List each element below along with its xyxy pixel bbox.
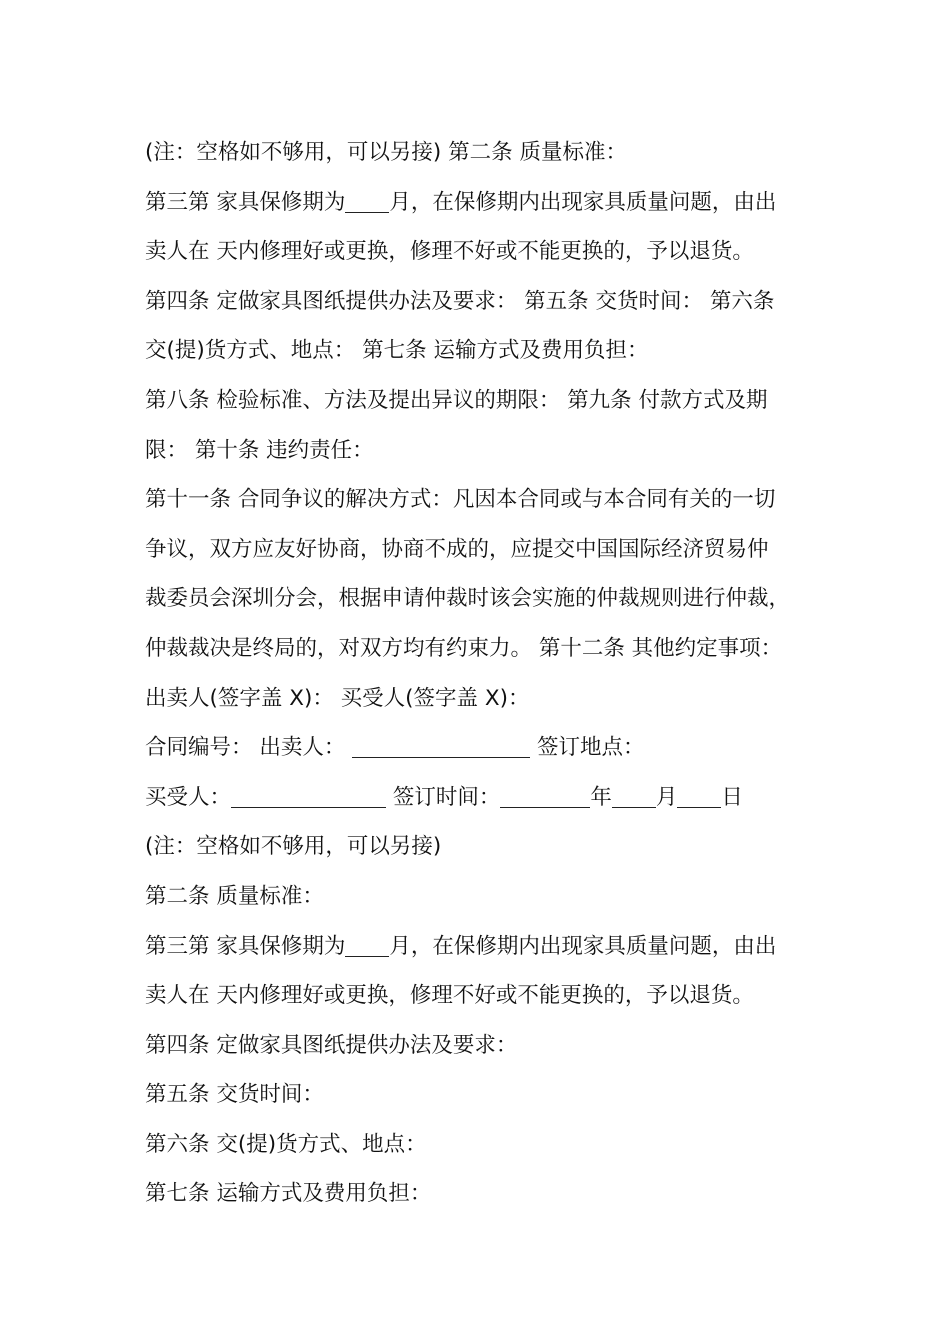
text-line: (注：空格如不够用，可以另接) bbox=[145, 834, 442, 860]
text-line: 卖人在 天内修理好或更换，修理不好或不能更换的，予以退货。 bbox=[145, 239, 754, 265]
text-segment: 签订地点： bbox=[537, 735, 645, 761]
text-line: (注：空格如不够用，可以另接) 第二条 质量标准： bbox=[145, 140, 627, 165]
document-body bbox=[145, 128, 835, 1219]
fill-in-blank bbox=[612, 806, 656, 808]
fill-in-blank bbox=[677, 806, 721, 808]
text-segment: 年 bbox=[590, 784, 612, 810]
fill-in-blank bbox=[345, 955, 389, 957]
text-line: 第八条 检验标准、方法及提出异议的期限： 第九条 付款方式及期 bbox=[145, 387, 768, 413]
text-segment: 买受人： bbox=[145, 784, 232, 810]
text-line: 仲裁裁决是终局的，对双方均有约束力。 第十二条 其他约定事项： bbox=[145, 635, 783, 661]
fill-in-blank bbox=[231, 806, 386, 808]
fill-in-blank bbox=[352, 756, 530, 758]
text-line: 第六条 交(提)货方式、地点： bbox=[145, 1131, 427, 1157]
text-segment: 日 bbox=[721, 784, 743, 810]
text-segment: 签订时间： bbox=[392, 784, 501, 810]
text-line: 限： 第十条 违约责任： bbox=[145, 437, 374, 463]
text-line: 裁委员会深圳分会，根据申请仲裁时该会实施的仲裁规则进行仲裁， bbox=[145, 586, 791, 612]
text-segment: 月，在保修期内出现家具质量问题，由出 bbox=[389, 189, 777, 215]
text-line: 出卖人(签字盖 X)： 买受人(签字盖 X)： bbox=[145, 685, 530, 711]
text-line: 第十一条 合同争议的解决方式：凡因本合同或与本合同有关的一切 bbox=[145, 487, 776, 513]
text-segment: 第三第 家具保修期为 bbox=[145, 933, 346, 959]
fill-in-blank bbox=[500, 806, 590, 808]
text-line bbox=[145, 773, 835, 823]
fill-in-blank bbox=[345, 211, 389, 213]
text-line: 第二条 质量标准： bbox=[145, 883, 324, 909]
text-line: 交(提)货方式、地点： 第七条 运输方式及费用负担： bbox=[145, 338, 649, 364]
text-segment: 合同编号： 出卖人： bbox=[145, 735, 346, 761]
text-segment: 第三第 家具保修期为 bbox=[145, 189, 346, 215]
text-line bbox=[145, 723, 835, 773]
text-segment: 月，在保修期内出现家具质量问题，由出 bbox=[389, 933, 777, 959]
text-line: 第四条 定做家具图纸提供办法及要求： bbox=[145, 1032, 518, 1058]
text-line: 争议，双方应友好协商，协商不成的，应提交中国国际经济贸易仲 bbox=[145, 536, 769, 562]
text-line: 第五条 交货时间： bbox=[145, 1082, 324, 1108]
text-line bbox=[145, 178, 835, 228]
text-line: 第四条 定做家具图纸提供办法及要求： 第五条 交货时间： 第六条 bbox=[145, 288, 775, 314]
text-line: 卖人在 天内修理好或更换，修理不好或不能更换的，予以退货。 bbox=[145, 983, 754, 1009]
text-line: 第七条 运输方式及费用负担： bbox=[145, 1181, 432, 1207]
text-line bbox=[145, 922, 835, 972]
text-segment: 月 bbox=[655, 784, 678, 810]
